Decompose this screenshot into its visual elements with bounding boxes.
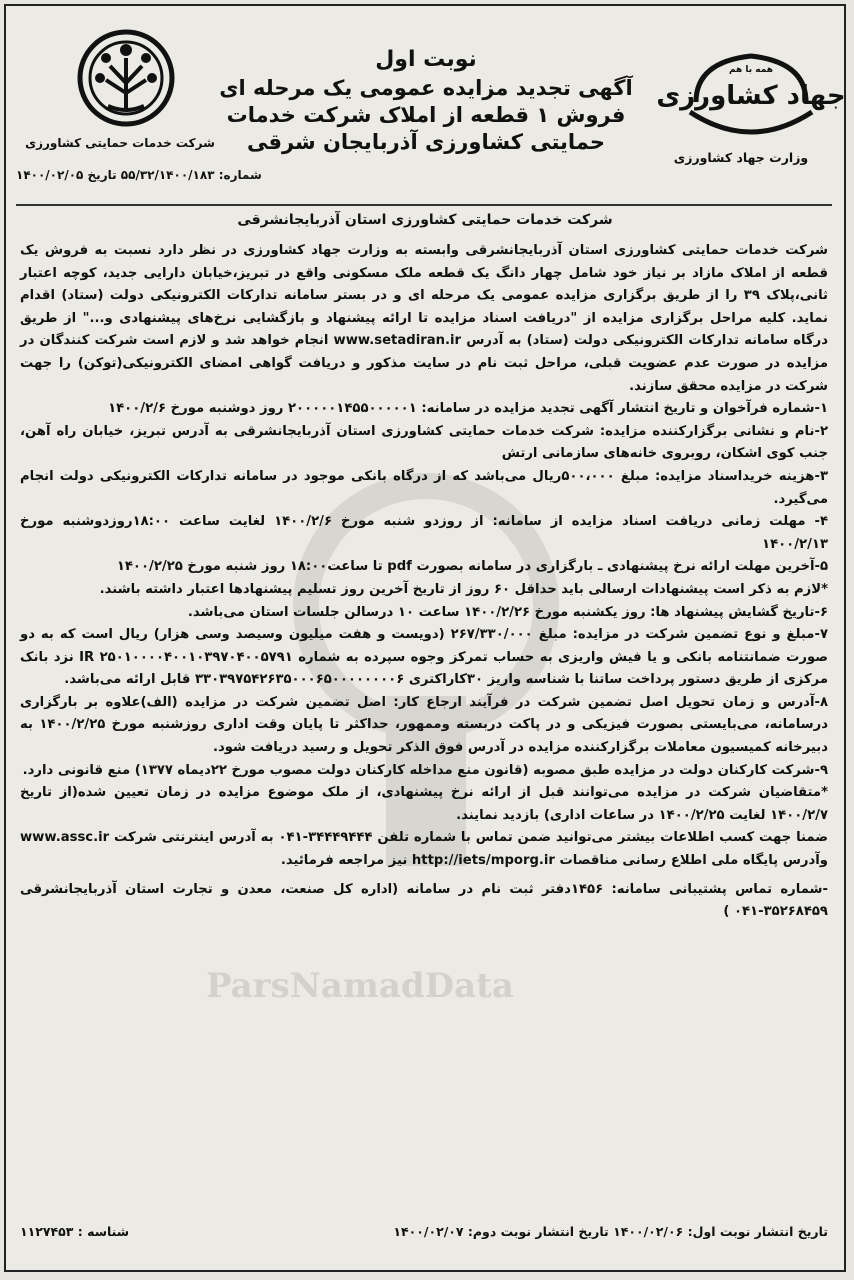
clause-9: ۹-شرکت کارکنان دولت در مزایده طبق مصوبه (قانون منع مداخله کارکنان دولت مصوب مورخ ۲۲دیماه ۱۳۷۷) منع قانونی دارد. <box>22 762 828 778</box>
jahad-logo-slogan: همه با هم <box>728 65 774 75</box>
notice-header <box>6 6 844 206</box>
intro-paragraph: شرکت خدمات حمایتی کشاورزی استان آذربایجانشرقی وابسته به وزارت جهاد کشاورزی در نظر دارد نسبت به فروش یک قطعه از املاک مازاد بر نیاز خود شامل چهار دانگ یک قطعه ملک مسکونی واقع در تبریز،خیابان دارایی جدید، کوچه اعتبار ثانی،پلاک ۳۹ را از طریق برگزاری مزایده عمومی یک مرحله ای و در بستر سامانه تدارکات الکترونیکی دولت (ستاد) اقدام نماید. کلیه مراحل برگزاری مزایده از "دریافت اسناد مزایده تا ارائه پیشنهاد و بازگشایی نرخ‌های پیشنهادی و..." از طریق درگاه سامانه تدارکات الکترونیکی دولت (ستاد) به آدرس www.setadiran.ir انجام خواهد شد و لازم است شرکت کنندگان در مزایده در صورت عدم عضویت قبلی، مراحل ثبت نام در سایت مذکور و دریافت گواهی امضای الکترونیکی(توکن) را جهت شرکت در مزایده محقق سازند. <box>20 243 828 394</box>
clause-8: ۸-آدرس و زمان تحویل اصل تضمین شرکت در فرآیند ارجاع کار: اصل تضمین شرکت در مزایده (الف)علاوه بر بارگزاری درسامانه، می‌بایستی بصورت فیزیکی و در پاکت دربسته وممهور، حداکثر تا پایان وقت اداری روزشنبه مورخ ۱۴۰۰/۲/۲۵ به دبیرخانه کمیسیون معاملات برگزارکننده مزایده در آدرس فوق الذکر تحویل و رسید دریافت شود. <box>20 694 829 756</box>
jahad-logo-icon <box>656 42 846 142</box>
clause-5-note: *لازم به ذکر است پیشنهادات ارسالی باید حداقل ۶۰ روز از تاریخ آخرین روز تسلیم پیشنهادها اعتبار داشته باشند. <box>99 581 828 597</box>
reference-number: شماره: ۵۵/۳۲/۱۴۰۰/۱۸۳ تاریخ ۱۴۰۰/۰۲/۰۵ <box>16 168 262 182</box>
clause-3: ۳-هزینه خریداسناد مزایده: مبلغ ۵۰۰،۰۰۰ریال می‌باشد که از درگاه بانکی موجود در سامانه تدارکات الکترونیکی دولت انجام می‌گیرد. <box>20 468 828 507</box>
notice-page <box>4 4 846 1272</box>
visit-note: *متقاضیان شرکت در مزایده می‌توانند قبل از ارائه نرخ پیشنهادی، از ملک موضوع مزایده در زمان تعیین شده(از تاریخ ۱۴۰۰/۲/۷ لغایت ۱۴۰۰/۲/۲۵ در ساعات اداری) بازدید نمایند. <box>20 785 828 823</box>
round-label: نوبت اول <box>375 47 477 72</box>
ministry-name: وزارت جهاد کشاورزی <box>673 150 809 165</box>
notice-footer <box>20 1224 828 1239</box>
notice-title-block <box>206 46 646 156</box>
contact-paragraph: ضمنا جهت کسب اطلاعات بیشتر می‌توانید ضمن تماس با شماره تلفن ۳۴۴۴۹۴۴۴-۰۴۱ به آدرس اینترنتی شرکت www.assc.ir وآدرس پایگاه ملی اطلاع رسانی مناقصات http://iets/mporg.ir نیز مراجعه فرمائید. <box>20 830 828 869</box>
header-divider <box>16 204 832 206</box>
clause-2: ۲-نام و نشانی برگزارکننده مزایده: شرکت خدمات حمایتی کشاورزی استان آذربایجانشرقی به آدرس تبریز، خیابان راه آهن، جنب کوی اشکان، روبروی خانه‌های سازمانی ارتش <box>20 423 828 462</box>
left-org-name: شرکت خدمات حمایتی کشاورزی <box>25 136 215 150</box>
notice-title: آگهی تجدید مزایده عمومی یک مرحله ای <box>219 75 633 100</box>
jahad-logo-text: جهاد کشاورزی <box>656 81 846 111</box>
clause-6: ۶-تاریخ گشایش پیشنهاد ها: روز یکشنبه مورخ ۱۴۰۰/۲/۲۶ ساعت ۱۰ درسالن جلسات استان می‌باشد. <box>187 604 828 620</box>
notice-body <box>20 240 828 924</box>
notice-id: شناسه : ۱۱۲۷۴۵۳ <box>20 1224 130 1239</box>
company-logo-icon <box>76 28 176 128</box>
clause-1: ۱-شماره فرآخوان و تاریخ انتشار آگهی تجدید مزایده در سامانه: ۲۰۰۰۰۰۱۴۵۵۰۰۰۰۰۱ روز دوشنبه مورخ ۱۴۰۰/۲/۶ <box>108 401 828 417</box>
clause-4: ۴- مهلت زمانی دریافت اسناد مزایده از سامانه: از روزدو شنبه مورخ ۱۴۰۰/۲/۶ لغایت ساعت ۱۸:۰۰روزدوشنبه مورخ ۱۴۰۰/۲/۱۳ <box>20 514 828 552</box>
publish-dates: تاریخ انتشار نوبت اول: ۱۴۰۰/۰۲/۰۶ تاریخ انتشار نوبت دوم: ۱۴۰۰/۰۲/۰۷ <box>393 1224 828 1239</box>
clause-7: ۷-مبلغ و نوع تضمین شرکت در مزایده: مبلغ ۲۶۷/۳۳۰/۰۰۰ (دویست و هفت میلیون وسیصد وسی هزار) ریال است که به دو صورت ضمانتنامه بانکی و یا فیش واریزی به حساب تمرکز وجوه سپرده به شماره IR ۲۵۰۱۰۰۰۰۴۰۰۱۰۳۹۷۰۴۰۰۵۷۹۱ نزد بانک مرکزی از طریق دستور پرداخت ساتنا با شناسه واریز ۳۰کاراکتری ۳۳۰۳۹۷۵۴۲۶۳۵۰۰۰۶۵۰۰۰۰۰۰۰۰۶ قابل ارائه می‌باشد. <box>20 627 829 688</box>
notice-subtitle-2: حمایتی کشاورزی آذربایجان شرقی <box>246 130 606 155</box>
section-heading: شرکت خدمات حمایتی کشاورزی استان آذربایجانشرقی <box>237 212 613 228</box>
notice-subtitle: فروش ۱ قطعه از املاک شرکت خدمات <box>226 102 626 127</box>
clause-5: ۵-آخرین مهلت ارائه نرخ پیشنهادی ـ بارگزاری در سامانه بصورت pdf تا ساعت۱۸:۰۰ روز شنبه مورخ ۱۴۰۰/۲/۲۵ <box>116 559 828 575</box>
watermark-text: ParsNamadData <box>206 966 514 1006</box>
support-contact: -شماره تماس پشتیبانی سامانه: ۱۴۵۶دفتر ثبت نام در سامانه (اداره کل صنعت، معدن و تجارت استان آذربایجانشرقی ۳۵۲۶۸۴۵۹-۰۴۱ ) <box>20 881 828 920</box>
